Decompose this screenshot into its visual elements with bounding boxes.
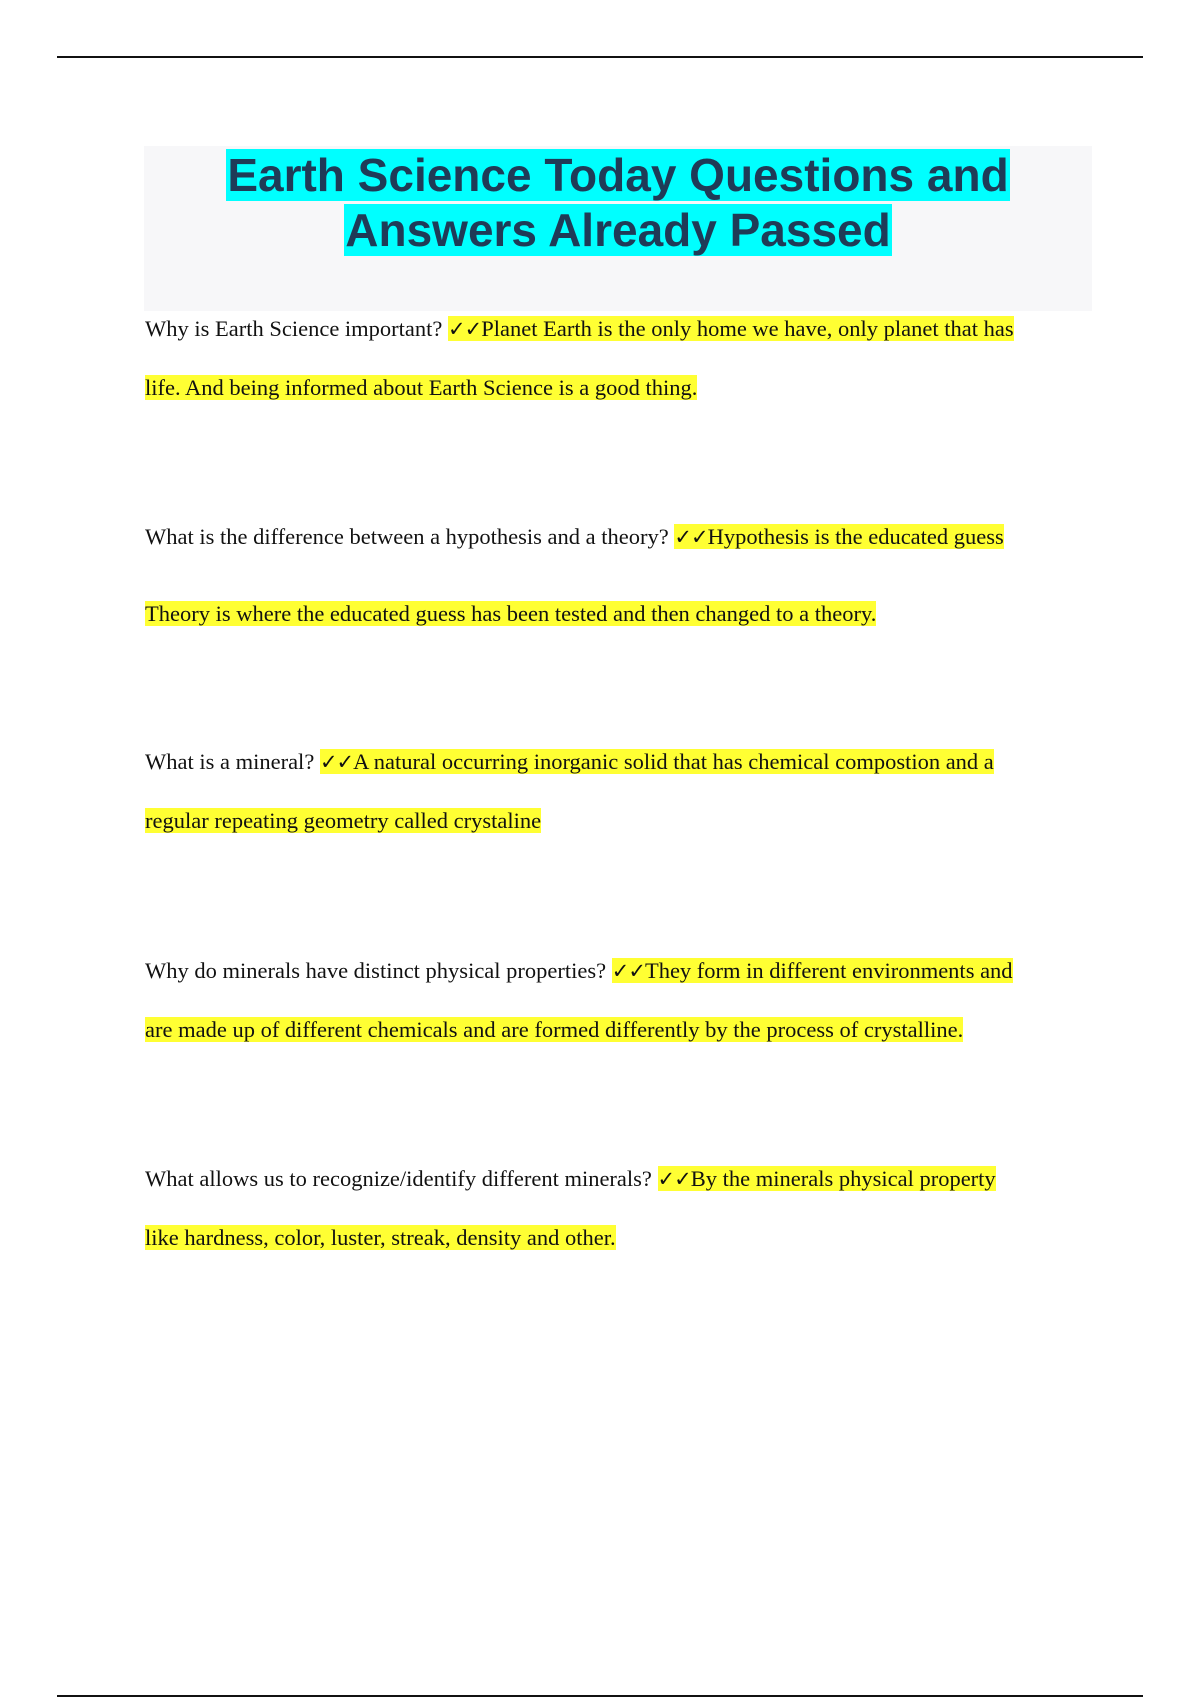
- check-icon: ✓✓: [674, 525, 708, 549]
- answer-text: Theory is where the educated guess has been tested and then changed to a theory.: [145, 601, 877, 627]
- qa-item: [145, 957, 1085, 1043]
- answer-text: life. And being informed about Earth Science is a good thing.: [145, 375, 698, 401]
- qa-line: [145, 1224, 1085, 1251]
- answer-text: By the minerals physical property: [690, 1166, 996, 1191]
- question-text: What is a mineral?: [145, 749, 315, 774]
- answer-text: like hardness, color, luster, streak, density and other.: [145, 1225, 616, 1251]
- qa-line: [145, 600, 1085, 627]
- question-text: Why do minerals have distinct physical properties?: [145, 958, 607, 983]
- answer-text: A natural occurring inorganic solid that has chemical compostion and a: [353, 749, 994, 774]
- qa-item: [145, 748, 1085, 834]
- qa-line: [145, 374, 1085, 401]
- qa-item: [145, 1165, 1085, 1251]
- qa-line: [145, 523, 1085, 550]
- check-icon: ✓✓: [448, 317, 482, 341]
- answer-text: regular repeating geometry called crystaline: [145, 808, 542, 834]
- question-text: What is the difference between a hypothesis and a theory?: [145, 524, 669, 549]
- footer-rule: [57, 1695, 1143, 1697]
- qa-line: [145, 315, 1085, 342]
- title-block: [144, 146, 1092, 311]
- answer-highlight: [612, 958, 1013, 983]
- qa-line: [145, 748, 1085, 775]
- qa-line: [145, 807, 1085, 834]
- question-text: What allows us to recognize/identify different minerals?: [145, 1166, 652, 1191]
- check-icon: ✓✓: [319, 750, 354, 774]
- header-rule: [57, 56, 1143, 58]
- qa-item: [145, 315, 1085, 401]
- question-text: Why is Earth Science important?: [145, 316, 443, 341]
- answer-highlight: [448, 316, 1014, 341]
- answer-text: are made up of different chemicals and are formed differently by the process of crystalline.: [145, 1017, 964, 1043]
- qa-line: [145, 957, 1085, 984]
- title-line-2: Answers Already Passed: [345, 204, 891, 256]
- title-line-1: Earth Science Today Questions and: [227, 149, 1009, 201]
- answer-highlight: [674, 524, 1003, 549]
- answer-highlight: [658, 1166, 996, 1191]
- answer-text: They form in different environments and: [644, 958, 1013, 983]
- qa-line: [145, 1016, 1085, 1043]
- answer-text: Hypothesis is the educated guess: [707, 524, 1004, 549]
- check-icon: ✓✓: [657, 1167, 691, 1191]
- answer-highlight: [320, 749, 994, 774]
- qa-line: [145, 1165, 1085, 1192]
- document-title: [144, 146, 1092, 258]
- check-icon: ✓✓: [611, 959, 645, 983]
- qa-item: [145, 523, 1085, 627]
- answer-text: Planet Earth is the only home we have, only planet that has: [481, 316, 1014, 341]
